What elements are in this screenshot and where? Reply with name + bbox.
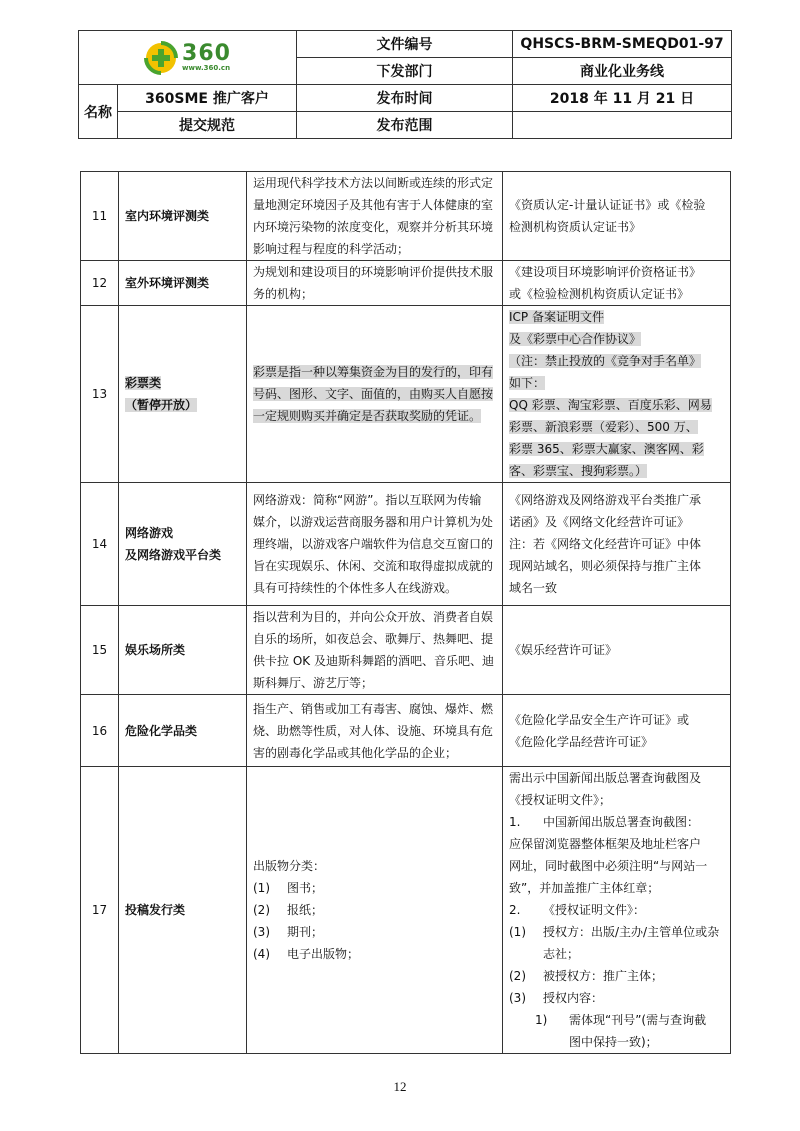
description-line: 量地测定环境因子及其他有害于人体健康的室 <box>253 198 494 212</box>
category-description <box>247 172 503 261</box>
logo <box>79 41 296 75</box>
description-line: 务的机构； <box>253 287 314 301</box>
requirement-item: (1) 授权方：出版/主办/主管单位或杂 志社； <box>509 925 720 961</box>
category-name <box>119 695 247 767</box>
requirement-line: 《资质认定-计量认证证书》或《检验 <box>509 198 706 212</box>
requirement-line: 网址，同时截图中必须注明“与网站一 <box>509 859 708 873</box>
category-description <box>247 261 503 306</box>
requirement-line: 彩票 365、彩票大赢家、澳客网、彩 <box>509 442 704 456</box>
category-description <box>247 767 503 1054</box>
page-number: 12 <box>393 1079 407 1094</box>
requirement-line: 诺函》及《网络文化经营许可证》 <box>509 515 690 529</box>
requirement-item: (3) 授权内容： <box>509 991 604 1005</box>
requirement-line: 《危险化学品经营许可证》 <box>509 734 654 749</box>
category-name <box>119 172 247 261</box>
category-description <box>247 695 503 767</box>
category-line: 室内环境评测类 <box>125 209 210 223</box>
requirement-line: 域名一致 <box>509 581 558 595</box>
row-number: 11 <box>81 172 119 261</box>
category-line: （暂停开放） <box>125 398 198 412</box>
requirement-line: 需出示中国新闻出版总署查询截图及 <box>509 771 702 785</box>
requirement-line: 应保留浏览器整体框架及地址栏客户 <box>509 837 702 851</box>
description-line: 影响过程与程度的科学活动； <box>253 242 410 256</box>
requirement-line: 《授权证明文件》； <box>509 793 612 807</box>
category-name <box>119 483 247 606</box>
requirement-line: 客、彩票宝、搜狗彩票。） <box>509 464 648 478</box>
requirement-line: 致”，并加盖推广主体红章； <box>509 881 660 895</box>
table-row <box>81 695 731 767</box>
description-line: 具有可持续性的个体性多人在线游戏。 <box>253 581 458 595</box>
scope-label: 发布范围 <box>297 112 513 139</box>
description-line: 号码、图形、文字、面值的，由购买人自愿按 <box>253 387 494 401</box>
description-line: 指以营利为目的，并向公众开放、消费者自娱 <box>253 610 494 624</box>
description-line: 自乐的场所，如夜总会、歌舞厅、热舞吧、提 <box>253 632 494 646</box>
category-table <box>80 171 731 1054</box>
description-line: 烧、助燃等性质，对人体、设施、环境具有危 <box>253 723 494 738</box>
department-value: 商业化业务线 <box>513 58 732 85</box>
description-line: 一定规则购买并确定是否获取奖励的凭证。 <box>253 409 482 423</box>
table-row <box>81 767 731 1054</box>
category-name <box>119 606 247 695</box>
description-line: 害的剧毒化学品或其他化学品的企业； <box>253 745 458 760</box>
360-logo-icon <box>144 41 178 75</box>
row-number: 16 <box>81 695 119 767</box>
category-line: 室外环境评测类 <box>125 276 210 290</box>
logo-cell <box>79 31 297 85</box>
doc-number-value: QHSCS-BRM-SMEQD01-97 <box>513 31 732 58</box>
required-documents <box>503 695 731 767</box>
doc-number-label: 文件编号 <box>297 31 513 58</box>
requirement-line: 及《彩票中心合作协议》 <box>509 332 642 346</box>
required-documents <box>503 172 731 261</box>
category-description <box>247 606 503 695</box>
name-label: 名称 <box>79 85 118 139</box>
logo-brand: 360 <box>182 41 231 66</box>
requirement-subitem: 1) 需体现“刊号”(需与查询截 图中保持一致)； <box>535 1013 707 1049</box>
description-line: 内环境污染物的浓度变化，观察并分析其环境 <box>253 220 494 234</box>
name-value-line1: 360SME 推广客户 <box>118 85 297 112</box>
requirement-line: 检测机构资质认定证书》 <box>509 220 642 234</box>
description-line: 为规划和建设项目的环境影响评价提供技术服 <box>253 265 494 279</box>
requirement-line: 《网络游戏及网络游戏平台类推广承 <box>509 493 702 507</box>
requirement-line: （注：禁止投放的《竞争对手名单》 <box>509 354 702 368</box>
requirement-line: QQ 彩票、淘宝彩票、百度乐彩、网易 <box>509 398 712 412</box>
row-number: 15 <box>81 606 119 695</box>
description-line: 彩票是指一种以筹集资金为目的发行的，印有 <box>253 365 494 379</box>
category-line: 娱乐场所类 <box>125 643 186 657</box>
requirement-line: 注：若《网络文化经营许可证》中体 <box>509 537 702 551</box>
row-number: 14 <box>81 483 119 606</box>
description-line: 斯科舞厅、游艺厅等； <box>253 676 374 690</box>
requirement-line: 《娱乐经营许可证》 <box>509 643 618 657</box>
document-header <box>78 30 732 139</box>
category-line: 及网络游戏平台类 <box>125 548 222 562</box>
publication-type-item: (2) 报纸； <box>253 903 324 917</box>
category-name <box>119 306 247 483</box>
publication-type-item: (3) 期刊； <box>253 925 324 939</box>
required-documents <box>503 306 731 483</box>
date-label: 发布时间 <box>297 85 513 112</box>
description-line: 网络游戏：简称“网游”。指以互联网为传输 <box>253 493 482 507</box>
name-value-line2: 提交规范 <box>118 112 297 139</box>
scope-value <box>513 112 732 139</box>
category-name <box>119 261 247 306</box>
requirement-line: 《建设项目环境影响评价资格证书》 <box>509 265 702 279</box>
description-line: 供卡拉 OK 及迪斯科舞蹈的酒吧、音乐吧、迪 <box>253 654 494 668</box>
requirement-line: 彩票、新浪彩票（爱彩）、500 万、 <box>509 420 698 434</box>
table-row <box>81 483 731 606</box>
category-name <box>119 767 247 1054</box>
category-description <box>247 483 503 606</box>
table-row <box>81 306 731 483</box>
requirement-section: 1. 中国新闻出版总署查询截图： <box>509 815 700 829</box>
table-row <box>81 172 731 261</box>
requirement-line: 或《检验检测机构资质认定证书》 <box>509 287 690 301</box>
category-line: 投稿发行类 <box>125 903 186 917</box>
description-line: 指生产、销售或加工有毒害、腐蚀、爆炸、燃 <box>253 701 494 716</box>
requirement-line: 现网站域名，则必须保持与推广主体 <box>509 559 702 573</box>
row-number: 12 <box>81 261 119 306</box>
row-number: 17 <box>81 767 119 1054</box>
requirement-line: 《危险化学品安全生产许可证》或 <box>509 712 690 727</box>
logo-url: www.360.cn <box>182 64 231 72</box>
required-documents <box>503 261 731 306</box>
table-row <box>81 261 731 306</box>
table-row <box>81 606 731 695</box>
required-documents <box>503 606 731 695</box>
category-line: 危险化学品类 <box>125 723 198 738</box>
description-line: 出版物分类： <box>253 859 326 873</box>
category-line: 网络游戏 <box>125 526 174 540</box>
requirement-line: 如下： <box>509 376 546 390</box>
publication-type-item: (4) 电子出版物； <box>253 947 360 961</box>
required-documents <box>503 483 731 606</box>
description-line: 理终端，以游戏客户端软件为信息交互窗口的 <box>253 537 494 551</box>
date-value: 2018 年 11 月 21 日 <box>513 85 732 112</box>
row-number: 13 <box>81 306 119 483</box>
description-line: 媒介，以游戏运营商服务器和用户计算机为处 <box>253 515 494 529</box>
category-description <box>247 306 503 483</box>
requirement-item: (2) 被授权方：推广主体； <box>509 969 664 983</box>
category-line: 彩票类 <box>125 376 162 390</box>
required-documents <box>503 767 731 1054</box>
publication-type-item: (1) 图书； <box>253 881 324 895</box>
department-label: 下发部门 <box>297 58 513 85</box>
description-line: 旨在实现娱乐、休闲、交流和取得虚拟成就的 <box>253 559 494 573</box>
description-line: 运用现代科学技术方法以间断或连续的形式定 <box>253 176 494 190</box>
requirement-line: ICP 备案证明文件 <box>509 310 604 324</box>
requirement-section: 2. 《授权证明文件》： <box>509 903 646 917</box>
